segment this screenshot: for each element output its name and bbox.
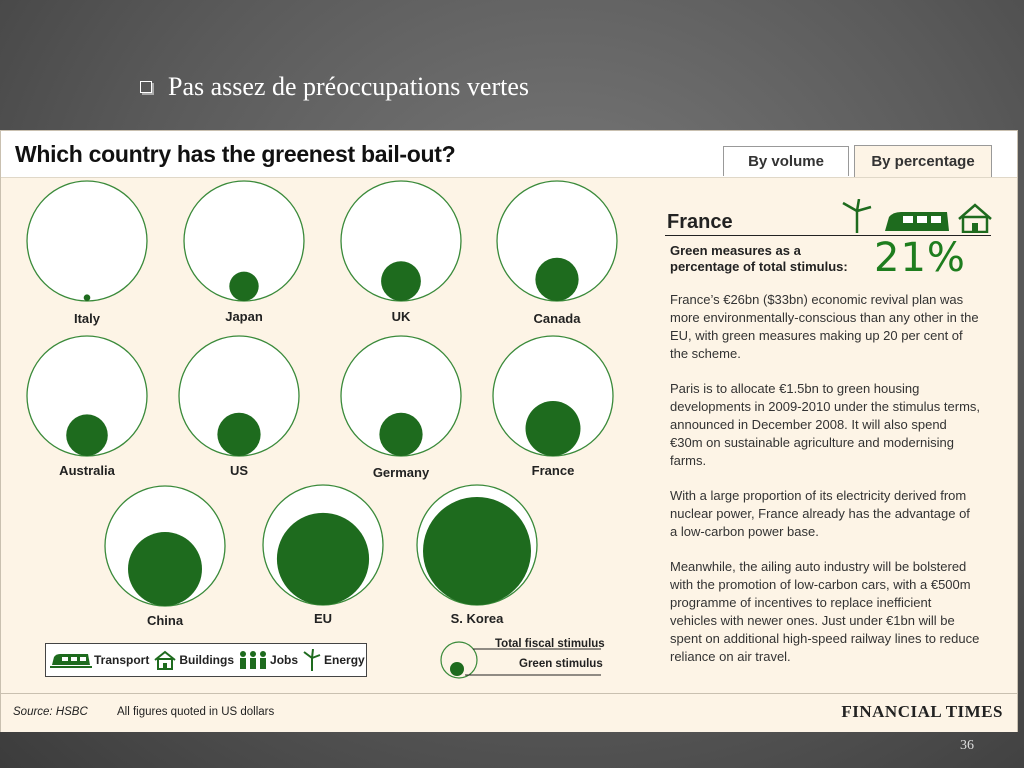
green-stimulus-circle-china [128,532,202,606]
country-label: US [229,463,249,478]
total-stimulus-circle-italy [27,181,147,301]
legend-energy-label: Energy [324,653,365,667]
country-label: Italy [73,311,101,326]
currency-note: All figures quoted in US dollars [117,706,275,718]
country-label: S. Korea [450,611,504,626]
slide-bullet-text: Pas assez de préoccupations vertes [168,72,529,101]
legend-transport-label: Transport [94,653,150,667]
house-icon [153,650,177,670]
infographic-footer [1,693,1017,732]
page-number: 36 [960,738,974,753]
legend-total-label: Total fiscal stimulus [495,638,605,650]
green-stimulus-circle-skorea [423,497,531,605]
bullet-square-icon [140,81,152,93]
green-stimulus-circle-canada [535,258,578,301]
country-label: Canada [533,311,581,326]
slide-bullet [140,72,529,102]
country-label: EU [313,611,333,626]
legend-buildings-label: Buildings [179,653,235,667]
tab-by-volume[interactable]: By volume [723,146,849,176]
green-stimulus-circle-italy [84,294,91,301]
legend-buildings [153,650,234,670]
country-label: Germany [372,465,430,480]
panel-country: France [667,211,733,233]
green-stimulus-circle-japan [229,272,258,301]
people-icon [238,650,268,670]
country-label: UK [391,309,411,324]
green-stimulus-circle-australia [66,414,108,456]
green-stimulus-circle-eu [277,513,369,605]
country-label: France [531,463,575,478]
green-stimulus-circle-france [526,401,581,456]
country-label: Australia [59,463,115,478]
legend-transport [50,651,149,669]
legend-jobs-label: Jobs [270,653,299,667]
wind-turbine-icon [302,649,322,671]
measure-label: Green measures as a percentage of total stimulus: [670,243,848,274]
source-note: Source: HSBC [13,706,88,718]
legend-green-label: Green stimulus [519,658,603,670]
infographic [0,130,1018,732]
wind-turbine-icon [843,199,871,233]
legend-jobs [238,650,298,670]
chart-title: Which country has the greenest bail-out? [15,141,456,167]
green-stimulus-circle-germany [379,413,422,456]
panel-paragraph-1: France’s €26bn ($33bn) economic revival plan was more environmentally-conscious than any other in the EU, with green measures making up 20 per cent of the scheme. [670,292,979,361]
bubble-chart [1,177,641,677]
train-icon [50,651,92,669]
measure-value: 21% [874,235,966,281]
panel-paragraph-2: Paris is to allocate €1.5bn to green housing developments in 2009-2010 under the stimulus terms, announced in December 2008. It will also spend €30m on sustainable agriculture and modernising farms. [670,381,981,468]
panel-paragraph-4: Meanwhile, the ailing auto industry will be bolstered with the promotion of low-carbon cars, with a €500m programme of incentives to replace inefficient vehicles with newer ones. Just under €1bn will be spent on additional high-speed railway lines to reduce reliance on air travel. [670,559,980,664]
legend-energy [302,649,365,671]
tab-by-percentage[interactable]: By percentage [854,145,992,177]
country-label: Japan [225,309,263,324]
country-label: China [146,613,184,628]
infographic-header [1,131,1017,178]
green-stimulus-circle-us [217,413,260,456]
house-icon [959,205,991,232]
panel-paragraph-3: With a large proportion of its electricity derived from nuclear power, France already has the advantage of a low-carbon power base. [670,488,970,539]
train-icon [885,212,949,231]
ft-logo: FINANCIAL TIMES [841,702,1003,721]
green-stimulus-circle-uk [381,261,421,301]
panel-icons [837,199,997,233]
category-legend [45,643,367,677]
